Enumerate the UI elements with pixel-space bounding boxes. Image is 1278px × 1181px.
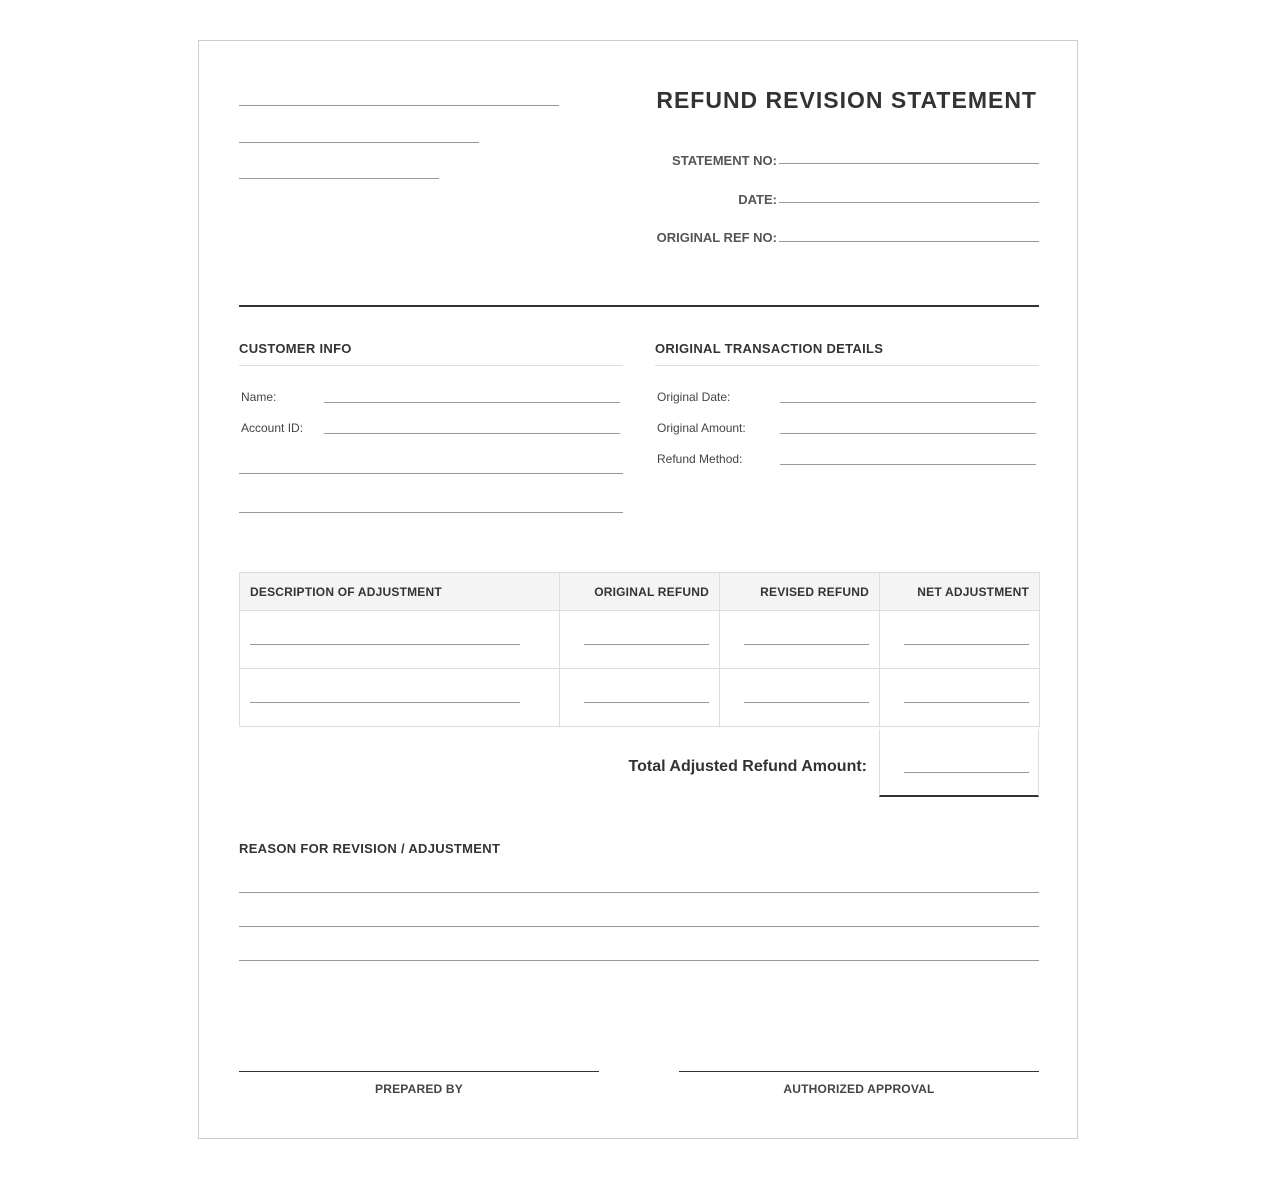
company-name-line[interactable] [239, 105, 559, 106]
customer-extra-line-1[interactable] [239, 473, 623, 474]
total-adjusted-label: Total Adjusted Refund Amount: [628, 758, 867, 775]
net-adjustment-cell[interactable] [880, 669, 1040, 727]
transaction-details-rule [655, 365, 1039, 366]
transaction-details-heading: ORIGINAL TRANSACTION DETAILS [655, 341, 884, 356]
revised-refund-cell[interactable] [720, 669, 880, 727]
reason-heading: REASON FOR REVISION / ADJUSTMENT [239, 841, 501, 856]
total-adjusted-line [904, 772, 1029, 773]
column-header-original-refund: ORIGINAL REFUND [560, 573, 720, 611]
net-adjustment-cell[interactable] [880, 611, 1040, 669]
customer-info-heading: CUSTOMER INFO [239, 341, 352, 356]
customer-extra-line-2[interactable] [239, 512, 623, 513]
statement-no-field[interactable] [779, 163, 1039, 164]
company-address-line[interactable] [239, 142, 479, 143]
date-field[interactable] [779, 202, 1039, 203]
prepared-by-signature-line[interactable] [239, 1071, 599, 1072]
reason-line-1[interactable] [239, 892, 1039, 893]
table-header-row [240, 573, 1040, 611]
header-divider [239, 305, 1039, 307]
company-contact-line[interactable] [239, 178, 439, 179]
description-cell[interactable] [240, 669, 560, 727]
adjustments-table [239, 572, 1040, 727]
name-label: Name: [241, 390, 277, 404]
original-date-label: Original Date: [657, 390, 731, 404]
table-row [240, 611, 1040, 669]
original-date-field[interactable] [780, 402, 1036, 403]
column-header-revised-refund: REVISED REFUND [720, 573, 880, 611]
document-title: REFUND REVISION STATEMENT [656, 87, 1037, 113]
original-ref-field[interactable] [779, 241, 1039, 242]
refund-method-field[interactable] [780, 464, 1036, 465]
original-ref-label: ORIGINAL REF NO: [656, 230, 777, 245]
column-header-net-adjustment: NET ADJUSTMENT [880, 573, 1040, 611]
account-id-field[interactable] [324, 433, 620, 434]
authorized-approval-label: AUTHORIZED APPROVAL [783, 1082, 935, 1096]
customer-info-rule [239, 365, 623, 366]
revised-refund-cell[interactable] [720, 611, 880, 669]
reason-line-2[interactable] [239, 926, 1039, 927]
original-amount-label: Original Amount: [657, 421, 746, 435]
authorized-approval-signature-line[interactable] [679, 1071, 1039, 1072]
original-refund-cell[interactable] [560, 669, 720, 727]
prepared-by-label: PREPARED BY [375, 1082, 463, 1096]
column-header-description: DESCRIPTION OF ADJUSTMENT [240, 573, 560, 611]
description-cell[interactable] [240, 611, 560, 669]
original-amount-field[interactable] [780, 433, 1036, 434]
account-id-label: Account ID: [241, 421, 304, 435]
name-field[interactable] [324, 402, 620, 403]
date-label: DATE: [738, 192, 777, 207]
total-adjusted-field[interactable] [879, 729, 1039, 797]
refund-method-label: Refund Method: [657, 452, 743, 466]
original-refund-cell[interactable] [560, 611, 720, 669]
document-page [198, 40, 1078, 1139]
reason-line-3[interactable] [239, 960, 1039, 961]
statement-no-label: STATEMENT NO: [672, 153, 777, 168]
table-row [240, 669, 1040, 727]
